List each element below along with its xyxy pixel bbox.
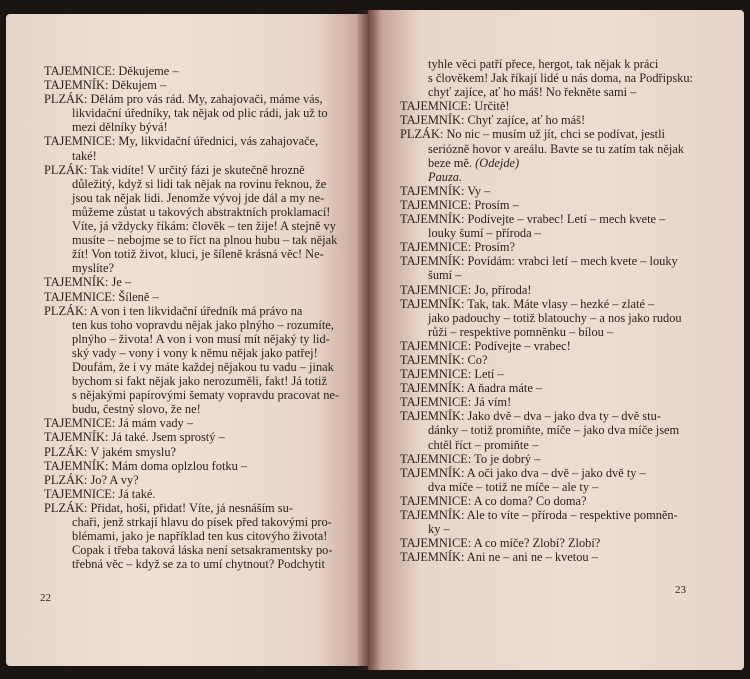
- line-text: jako padouchy – totiž blatouchy – a nos jako rudou: [428, 310, 682, 325]
- text-line: [400, 127, 718, 141]
- line-text: TAJEMNÍK: Podívejte – vrabec! Letí – mech kvete –: [400, 212, 666, 227]
- line-text: ský vady – vony i vony k němu nějak jako patřej!: [72, 345, 318, 360]
- text-line: [400, 311, 718, 325]
- text-line: [400, 480, 718, 494]
- line-text: chaři, jenž strkají hlavu do písek před takovými pro-: [72, 515, 332, 529]
- line-text: TAJEMNICE: Letí –: [400, 367, 504, 382]
- text-line: [400, 240, 718, 254]
- line-text: louky šumí – příroda –: [428, 226, 541, 241]
- line-text: TAJEMNÍK: Tak, tak. Máte vlasy – hezké – zlaté –: [400, 296, 655, 311]
- line-text: TAJEMNÍK: Je –: [44, 275, 132, 290]
- line-text: TAJEMNÍK: Povídám: vrabci letí – mech kvete – louky: [400, 254, 678, 269]
- text-line: [44, 261, 340, 275]
- line-text: TAJEMNICE: To je dobrý –: [400, 451, 541, 466]
- text-line: [44, 332, 340, 346]
- text-line: [44, 388, 340, 402]
- line-text: likvidační úředníky, tak nějak od plic rádi, jak už to: [72, 106, 328, 121]
- text-line: [44, 515, 340, 529]
- line-text: TAJEMNICE: Já mám vady –: [44, 416, 194, 431]
- line-text: chtěl říct – promiňte –: [428, 437, 539, 452]
- text-line: [400, 198, 718, 212]
- text-line: [400, 297, 718, 311]
- line-text: Víte, já vždycky říkám: člověk – ten žije! A stejně vy: [72, 219, 336, 234]
- line-text: PLZÁK: No nic – musím už jít, chci se podívat, jestli: [400, 127, 665, 142]
- left-page-number: 22: [40, 592, 51, 604]
- text-line: [400, 283, 718, 297]
- text-line: [44, 346, 340, 360]
- line-text: bychom si fakt nějak jako nerozuměli, fakt! Já totiž: [72, 374, 327, 389]
- line-text: plnýho – života! A von i von musí mít nějaký ty lid-: [72, 331, 330, 346]
- line-text: TAJEMNÍK: A oči jako dva – dvě – jako dvě ty –: [400, 465, 646, 480]
- line-text: PLZÁK: Dělám pro vás rád. My, zahajovači, máme vás,: [44, 92, 323, 107]
- line-text: tyhle věci patří přece, hergot, tak nějak k práci: [428, 57, 659, 71]
- text-line: [44, 557, 340, 571]
- text-line: [44, 219, 340, 233]
- text-line: [44, 374, 340, 388]
- line-text: TAJEMNICE: Prosím –: [400, 197, 519, 212]
- line-text: chyť zajíce, ať ho máš! No řekněte sami –: [428, 85, 637, 100]
- line-text: TAJEMNÍK: Já také. Jsem sprostý –: [44, 430, 225, 445]
- line-text: jsou tak nějak lidi. Jenomže vývoj jde dál a my ne-: [72, 190, 325, 205]
- line-text: TAJEMNICE: Šíleně –: [44, 289, 159, 304]
- line-text: s nějakými papírovými šematy vopravdu pracovat ne-: [72, 388, 340, 403]
- line-text: můžeme zůstat u takových abstraktních proklamací!: [72, 204, 331, 219]
- text-line: [44, 177, 340, 191]
- line-text: TAJEMNICE: Podívejte – vrabec!: [400, 338, 571, 353]
- line-text: dánky – totiž promiňte, míče – jako dva míče jsem: [428, 423, 680, 438]
- line-text: TAJEMNICE: Děkujeme –: [44, 64, 179, 78]
- line-text: myslíte?: [72, 261, 114, 276]
- line-text: TAJEMNICE: Prosím?: [400, 240, 515, 255]
- text-line: [400, 71, 718, 85]
- text-line: [44, 233, 340, 247]
- text-line: [400, 254, 718, 268]
- text-line: [400, 339, 718, 353]
- text-line: [44, 290, 340, 304]
- right-page-text: [400, 57, 718, 564]
- right-page-number: 23: [675, 584, 686, 596]
- text-line: [44, 430, 340, 444]
- text-line: [400, 494, 718, 508]
- line-text: důležitý, když si lidi tak nějak na rovinu řeknou, že: [72, 176, 327, 191]
- line-text: TAJEMNÍK: Jako dvě – dva – jako dva ty – dvě stu-: [400, 409, 661, 424]
- line-text: TAJEMNICE: Já vím!: [400, 395, 512, 410]
- text-line: [400, 57, 718, 71]
- text-line: [44, 191, 340, 205]
- text-line: [44, 92, 340, 106]
- stage-direction: (Odejde): [475, 155, 520, 170]
- text-line: [400, 113, 718, 127]
- text-line: [400, 184, 718, 198]
- text-line: [44, 120, 340, 134]
- line-text: TAJEMNICE: Já také.: [44, 486, 156, 501]
- line-text: žít! Von totiž život, kluci, je šíleně krásná věc! Ne-: [72, 247, 324, 262]
- text-line: [400, 438, 718, 452]
- line-text: třebná věc – když se za to umí chytnout? Podchytit: [72, 557, 325, 572]
- line-text: PLZÁK: A von i ten likvidační úředník má právo na: [44, 303, 303, 318]
- text-line: [400, 508, 718, 522]
- line-text: TAJEMNÍK: Chyť zajíce, ať ho máš!: [400, 113, 586, 128]
- text-line: [44, 360, 340, 374]
- text-line: [44, 64, 340, 78]
- text-line: [400, 156, 718, 170]
- line-text: ten kus toho vopravdu nějak jako plnýho – rozumíte,: [72, 317, 334, 332]
- line-text: PLZÁK: Tak vidíte! V určitý fázi je skutečně hrozně: [44, 162, 305, 177]
- line-text: musíte – nebojme se to říct na plnou hubu – tak nějak: [72, 233, 338, 248]
- line-text: s člověkem! Jak říkají lidé u nás doma, na Podřipsku:: [428, 71, 693, 86]
- text-line: [44, 163, 340, 177]
- text-line: [400, 550, 718, 564]
- text-line: [44, 247, 340, 261]
- right-page: [368, 10, 744, 670]
- text-line: [400, 325, 718, 339]
- line-text: TAJEMNICE: Jo, příroda!: [400, 282, 532, 297]
- text-line: [44, 275, 340, 289]
- text-line: [400, 142, 718, 156]
- text-line: [400, 536, 718, 550]
- line-text: TAJEMNÍK: Co?: [400, 352, 488, 367]
- text-line: [44, 106, 340, 120]
- text-line: [400, 409, 718, 423]
- text-line: [400, 268, 718, 282]
- text-line: [400, 367, 718, 381]
- line-text: také!: [72, 148, 97, 163]
- line-text: PLZÁK: Jo? A vy?: [44, 472, 139, 487]
- line-text: ky –: [428, 522, 450, 537]
- text-line: [44, 501, 340, 515]
- line-text: dva míče – totiž ne míče – ale ty –: [428, 479, 599, 494]
- text-line: [400, 226, 718, 240]
- line-text: budu, čestný slovo, že ne!: [72, 402, 201, 417]
- text-line: [44, 318, 340, 332]
- text-line: [400, 423, 718, 437]
- text-line: [44, 543, 340, 557]
- text-line: [44, 134, 340, 148]
- left-page-text: [44, 64, 340, 571]
- line-text: TAJEMNÍK: Mám doma oplzlou fotku –: [44, 458, 248, 473]
- line-text: TAJEMNÍK: Děkujem –: [44, 78, 167, 93]
- line-text: PLZÁK: V jakém smyslu?: [44, 444, 177, 459]
- line-text: mezi dělníky bývá!: [72, 120, 168, 135]
- text-line: [400, 170, 718, 184]
- line-text: šumí –: [428, 268, 462, 283]
- line-text: TAJEMNICE: A co doma? Co doma?: [400, 493, 587, 508]
- text-line: [400, 99, 718, 113]
- line-text: seriózně hovor v areálu. Bavte se tu zatím tak nějak: [428, 141, 684, 156]
- text-line: [400, 522, 718, 536]
- line-text: TAJEMNICE: Určitě!: [400, 99, 510, 114]
- stage-direction: Pauza.: [428, 169, 463, 184]
- text-line: [400, 353, 718, 367]
- text-line: [44, 78, 340, 92]
- text-line: [400, 381, 718, 395]
- text-line: [44, 529, 340, 543]
- line-text: TAJEMNICE: A co míče? Zlobí? Zlobí?: [400, 536, 601, 551]
- text-line: [400, 85, 718, 99]
- text-line: [44, 487, 340, 501]
- text-line: [400, 452, 718, 466]
- line-text: Doufám, že i vy máte každej nějakou tu vadu – jinak: [72, 359, 334, 374]
- line-text: TAJEMNICE: My, likvidační úřednici, vás zahajovače,: [44, 134, 319, 149]
- line-text: TAJEMNÍK: Ale to víte – příroda – respektive pomněn-: [400, 508, 678, 522]
- text-line: [400, 395, 718, 409]
- text-line: [44, 473, 340, 487]
- line-text: růži – respektive pomněnku – bílou –: [428, 324, 614, 339]
- left-page: [6, 14, 368, 666]
- text-line: [44, 402, 340, 416]
- line-text: blémami, jako je například ten kus citovýho života!: [72, 529, 328, 544]
- text-line: [44, 149, 340, 163]
- text-line: [44, 459, 340, 473]
- line-text: TAJEMNÍK: Vy –: [400, 183, 491, 198]
- text-line: [44, 416, 340, 430]
- text-line: [44, 205, 340, 219]
- line-text: beze mě.: [428, 155, 476, 170]
- text-line: [44, 445, 340, 459]
- text-line: [400, 212, 718, 226]
- line-text: TAJEMNÍK: A ňadra máte –: [400, 381, 543, 396]
- text-line: [44, 304, 340, 318]
- line-text: PLZÁK: Přidat, hoši, přidat! Víte, já nesnáším su-: [44, 500, 293, 515]
- text-line: [400, 466, 718, 480]
- line-text: TAJEMNÍK: Ani ne – ani ne – kvetou –: [400, 550, 598, 565]
- line-text: Copak i třeba taková láska není setsakramentsky po-: [72, 543, 333, 558]
